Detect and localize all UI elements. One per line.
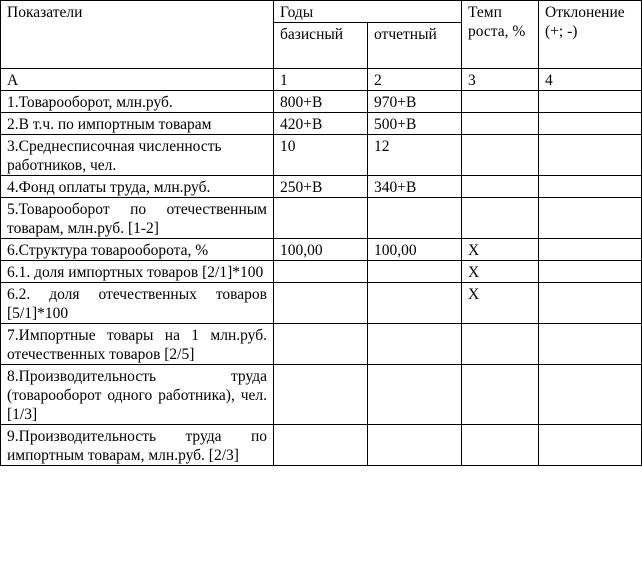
row-report: 340+В (368, 176, 462, 198)
row-deviation (539, 283, 642, 324)
row-growth (462, 113, 539, 135)
table-row (1, 283, 642, 324)
table-row (1, 261, 642, 283)
row-growth (462, 425, 539, 466)
row-deviation (539, 176, 642, 198)
row-report: 970+В (368, 91, 462, 113)
index-cell: 2 (368, 69, 462, 91)
row-growth (462, 198, 539, 239)
row-base: 250+В (274, 176, 368, 198)
row-deviation (539, 135, 642, 176)
row-label: 2.В т.ч. по импортным товарам (1, 113, 274, 135)
header-report-year: отчетный (368, 23, 462, 69)
row-label: 7.Импортные товары на 1 млн.руб. отечественных товаров [2/5] (1, 324, 274, 365)
row-deviation (539, 91, 642, 113)
row-deviation (539, 365, 642, 425)
row-label: 6.2. доля отечественных товаров [5/1]*100 (1, 283, 274, 324)
header-base-year: базисный (274, 23, 368, 69)
header-deviation: Отклонение (+; -) (539, 1, 642, 69)
index-row (1, 69, 642, 91)
row-report (368, 425, 462, 466)
row-base: 800+В (274, 91, 368, 113)
row-deviation (539, 261, 642, 283)
row-label: 8.Производительность труда (товарооборот одного работника), чел. [1/3] (1, 365, 274, 425)
row-growth: Х (462, 261, 539, 283)
row-base (274, 198, 368, 239)
row-growth (462, 365, 539, 425)
row-growth (462, 91, 539, 113)
table-row (1, 176, 642, 198)
table-row (1, 324, 642, 365)
row-growth (462, 135, 539, 176)
table-row (1, 135, 642, 176)
row-growth (462, 324, 539, 365)
index-cell: А (1, 69, 274, 91)
table-row (1, 113, 642, 135)
table-row (1, 365, 642, 425)
row-deviation (539, 198, 642, 239)
row-deviation (539, 425, 642, 466)
row-growth (462, 176, 539, 198)
index-cell: 4 (539, 69, 642, 91)
row-report (368, 324, 462, 365)
row-report (368, 198, 462, 239)
row-base: 100,00 (274, 239, 368, 261)
row-deviation (539, 324, 642, 365)
row-base (274, 425, 368, 466)
row-deviation (539, 113, 642, 135)
table-row (1, 198, 642, 239)
row-label: 1.Товарооборот, млн.руб. (1, 91, 274, 113)
row-growth: Х (462, 239, 539, 261)
row-base (274, 365, 368, 425)
row-report (368, 283, 462, 324)
header-indicators: Показатели (1, 1, 274, 69)
row-report: 100,00 (368, 239, 462, 261)
row-base: 10 (274, 135, 368, 176)
row-base: 420+В (274, 113, 368, 135)
table-row (1, 425, 642, 466)
index-cell: 1 (274, 69, 368, 91)
row-report (368, 261, 462, 283)
index-cell: 3 (462, 69, 539, 91)
row-label: 9.Производительность труда по импортным товарам, млн.руб. [2/3] (1, 425, 274, 466)
table-row (1, 91, 642, 113)
row-label: 6.1. доля импортных товаров [2/1]*100 (1, 261, 274, 283)
row-label: 6.Структура товарооборота, % (1, 239, 274, 261)
header-growth: Темп роста, % (462, 1, 539, 69)
header-years: Годы (274, 1, 462, 23)
row-base (274, 261, 368, 283)
table-row (1, 239, 642, 261)
row-deviation (539, 239, 642, 261)
row-base (274, 283, 368, 324)
row-base (274, 324, 368, 365)
row-report: 12 (368, 135, 462, 176)
row-label: 5.Товарооборот по отечественным товарам, млн.руб. [1-2] (1, 198, 274, 239)
row-growth: Х (462, 283, 539, 324)
header-row-top (1, 1, 642, 23)
row-report (368, 365, 462, 425)
row-label: 3.Среднесписочная численность работников, чел. (1, 135, 274, 176)
row-label: 4.Фонд оплаты труда, млн.руб. (1, 176, 274, 198)
row-report: 500+В (368, 113, 462, 135)
